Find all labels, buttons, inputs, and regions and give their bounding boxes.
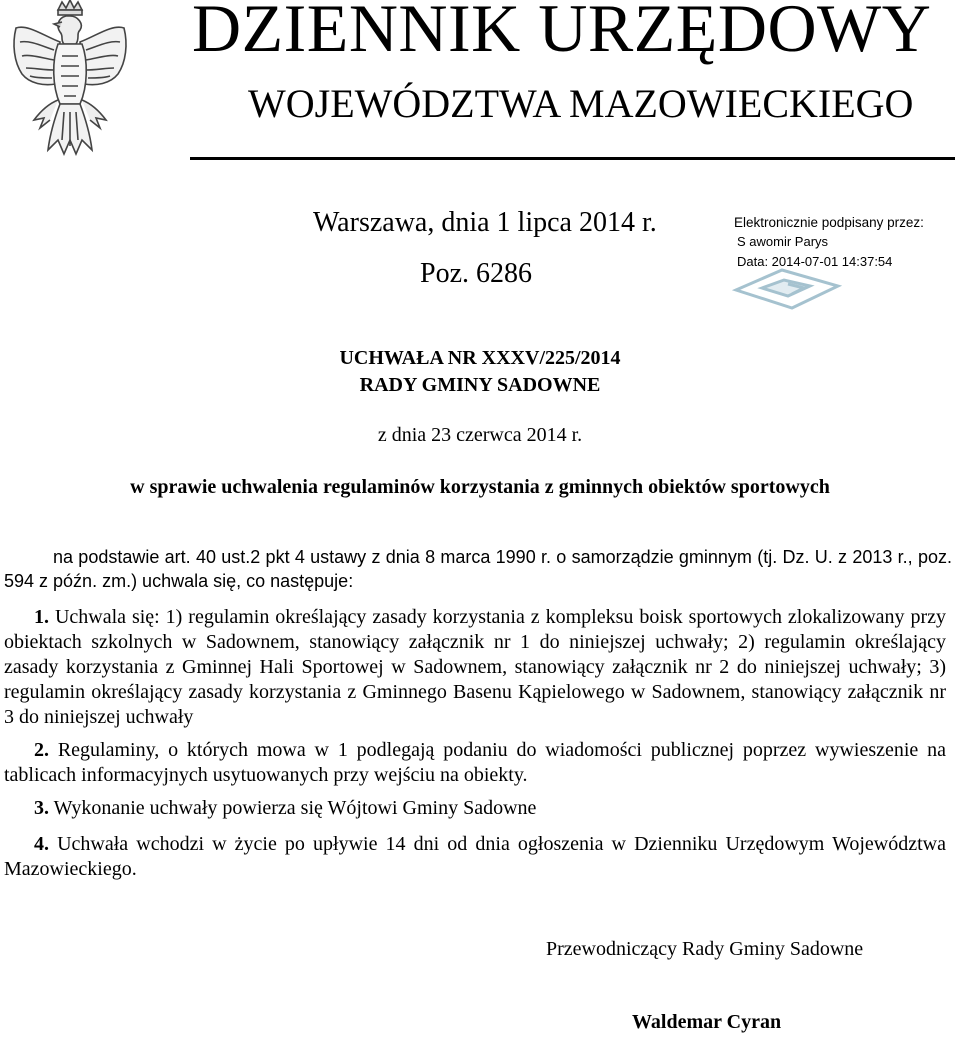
- place-date: Warszawa, dnia 1 lipca 2014 r.: [313, 207, 657, 238]
- section-4-paragraph: [4, 832, 946, 882]
- section-2-paragraph: [4, 738, 946, 788]
- position-number: Poz. 6286: [420, 258, 532, 289]
- section-label: 4.: [34, 833, 49, 855]
- e-signature-logo-icon: [732, 266, 842, 312]
- masthead-title: DZIENNIK URZĘDOWY: [192, 0, 932, 66]
- section-label: 1.: [34, 606, 49, 628]
- section-1-paragraph: [4, 605, 946, 730]
- legal-basis-paragraph: na podstawie art. 40 ust.2 pkt 4 ustawy z dnia 8 marca 1990 r. o samorządzie gminnym (tj. Dz. U. z 2013 r., poz. 594 z późn. zm.) uchwala się, co następuje:: [4, 547, 952, 591]
- signature-date: Data: 2014-07-01 14:37:54: [737, 254, 893, 269]
- section-text: Regulaminy, o których mowa w 1 podlegają podaniu do wiadomości publicznej poprzez wywieszenie na tablicach informacyjnych usytuowanych przy wejściu na obiekty.: [4, 739, 946, 786]
- signature-signer: S awomir Parys: [737, 234, 829, 249]
- council-name: RADY GMINY SADOWNE: [359, 374, 601, 396]
- resolution-subject: w sprawie uchwalenia regulaminów korzystania z gminnych obiektów sportowych: [130, 476, 830, 498]
- signatory-name: Waldemar Cyran: [632, 1011, 782, 1033]
- signature-label: Elektronicznie podpisany przez:: [734, 215, 924, 230]
- resolution-date: z dnia 23 czerwca 2014 r.: [377, 424, 583, 446]
- masthead-subtitle: WOJEWÓDZTWA MAZOWIECKIEGO: [248, 81, 914, 126]
- white-eagle-emblem-icon: [4, 0, 136, 156]
- section-3-paragraph: [4, 796, 946, 821]
- section-label: 2.: [34, 739, 49, 761]
- masthead-divider: [190, 157, 955, 160]
- section-text: Uchwala się: 1) regulamin określający zasady korzystania z kompleksu boisk sportowych zlokalizowany przy obiektach szkolnych w Sadownem, stanowiący załącznik nr 1 do niniejszej uchwały; 2) regulamin określający zasady korzystania z Gminnej Hali Sportowej w Sadownem, stanowiący załącznik nr 2 do niniejszej uchwały; 3) regulamin określający zasady korzystania z Gminnego Basenu Kąpielowego w Sadownem, stanowiący załącznik nr 3 do niniejszej uchwały: [4, 606, 946, 728]
- signatory-title: Przewodniczący Rady Gminy Sadowne: [546, 938, 864, 960]
- section-text: Uchwała wchodzi w życie po upływie 14 dni od dnia ogłoszenia w Dzienniku Urzędowym Województwa Mazowieckiego.: [4, 833, 946, 880]
- electronic-signature-stamp: [730, 210, 955, 310]
- resolution-number: UCHWAŁA NR XXXV/225/2014: [339, 347, 621, 369]
- section-label: 3.: [34, 797, 49, 819]
- section-text: Wykonanie uchwały powierza się Wójtowi Gminy Sadowne: [49, 797, 537, 819]
